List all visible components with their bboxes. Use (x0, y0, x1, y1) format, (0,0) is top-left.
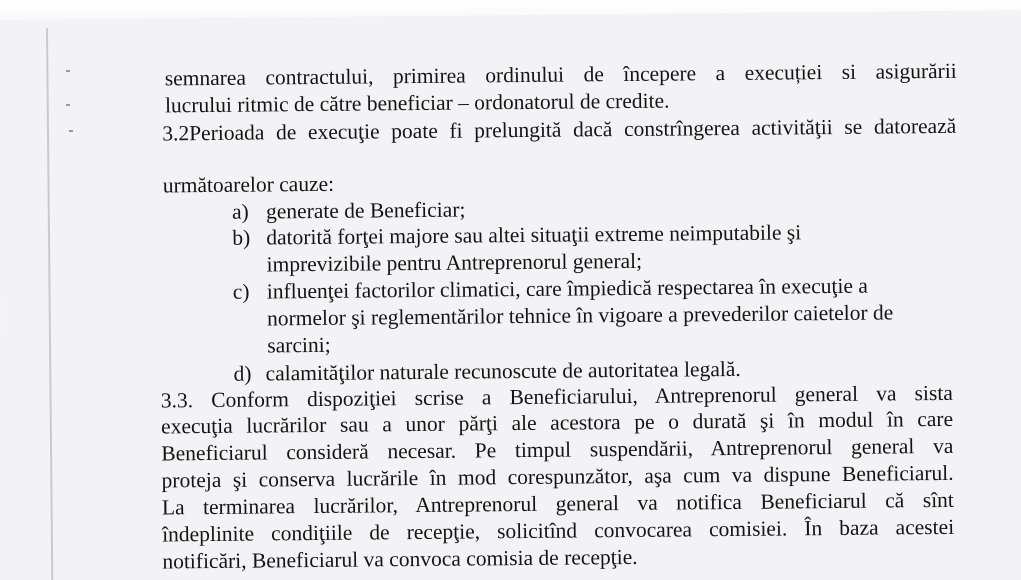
list-item-line: datorită forţei majore sau altei situaţii extreme neimputabile şi (266, 220, 802, 250)
list-item-line: imprevizibile pentru Antreprenorul general; (266, 248, 643, 277)
text-line: următoarelor cauze: (162, 171, 335, 198)
text-line: notificări, Beneficiarul va convoca comisia de recepţie. (162, 544, 638, 574)
text-line: Beneficiarul consideră necesar. Pe timpul suspendării, Antreprenorul general va (161, 433, 954, 466)
text-line: îndeplinite condiţiile de recepţie, solicitînd convocarea comisiei. În baza acestei (162, 514, 955, 547)
list-marker: b) (232, 225, 251, 250)
text-line: proteja şi conserva lucrările în mod corespunzător, aşa cum va dispune Beneficiarul. (161, 460, 954, 493)
text-line: 3.3. Conform dispoziţiei scrise a Beneficiarului, Antreprenorul general va sista (160, 380, 953, 413)
list-marker: c) (232, 279, 250, 304)
text-line: 3.2Perioada de execuţie poate fi prelungită dacă constrîngerea activităţii se datorează (162, 113, 957, 146)
list-marker: d) (233, 361, 252, 386)
list-item-line: influenţei factorilor climatici, care împiedică respectarea în execuţie a (266, 273, 868, 304)
list-item-line: generate de Beneficiar; (265, 197, 466, 224)
text-line: lucrului ritmic de către beneficiar – ordonatorul de credite. (164, 88, 670, 118)
text-line: semnarea contractului, primirea ordinului de începere a execuției si asigurării (164, 58, 957, 91)
text-line: La terminarea lucrărilor, Antreprenorul general va notifica Beneficiarul că sînt (161, 487, 954, 520)
list-marker: a) (231, 199, 249, 224)
list-item-line: sarcini; (267, 332, 331, 358)
list-item-line: normelor şi reglementărilor tehnice în vigoare a prevederilor caietelor de (266, 300, 894, 331)
list-item-line: calamităţilor naturale recunoscute de autoritatea legală. (265, 356, 741, 386)
text-line: execuţia lucrărilor sau a unor părţi ale acestora pe o durată şi în modul în care (160, 406, 954, 439)
